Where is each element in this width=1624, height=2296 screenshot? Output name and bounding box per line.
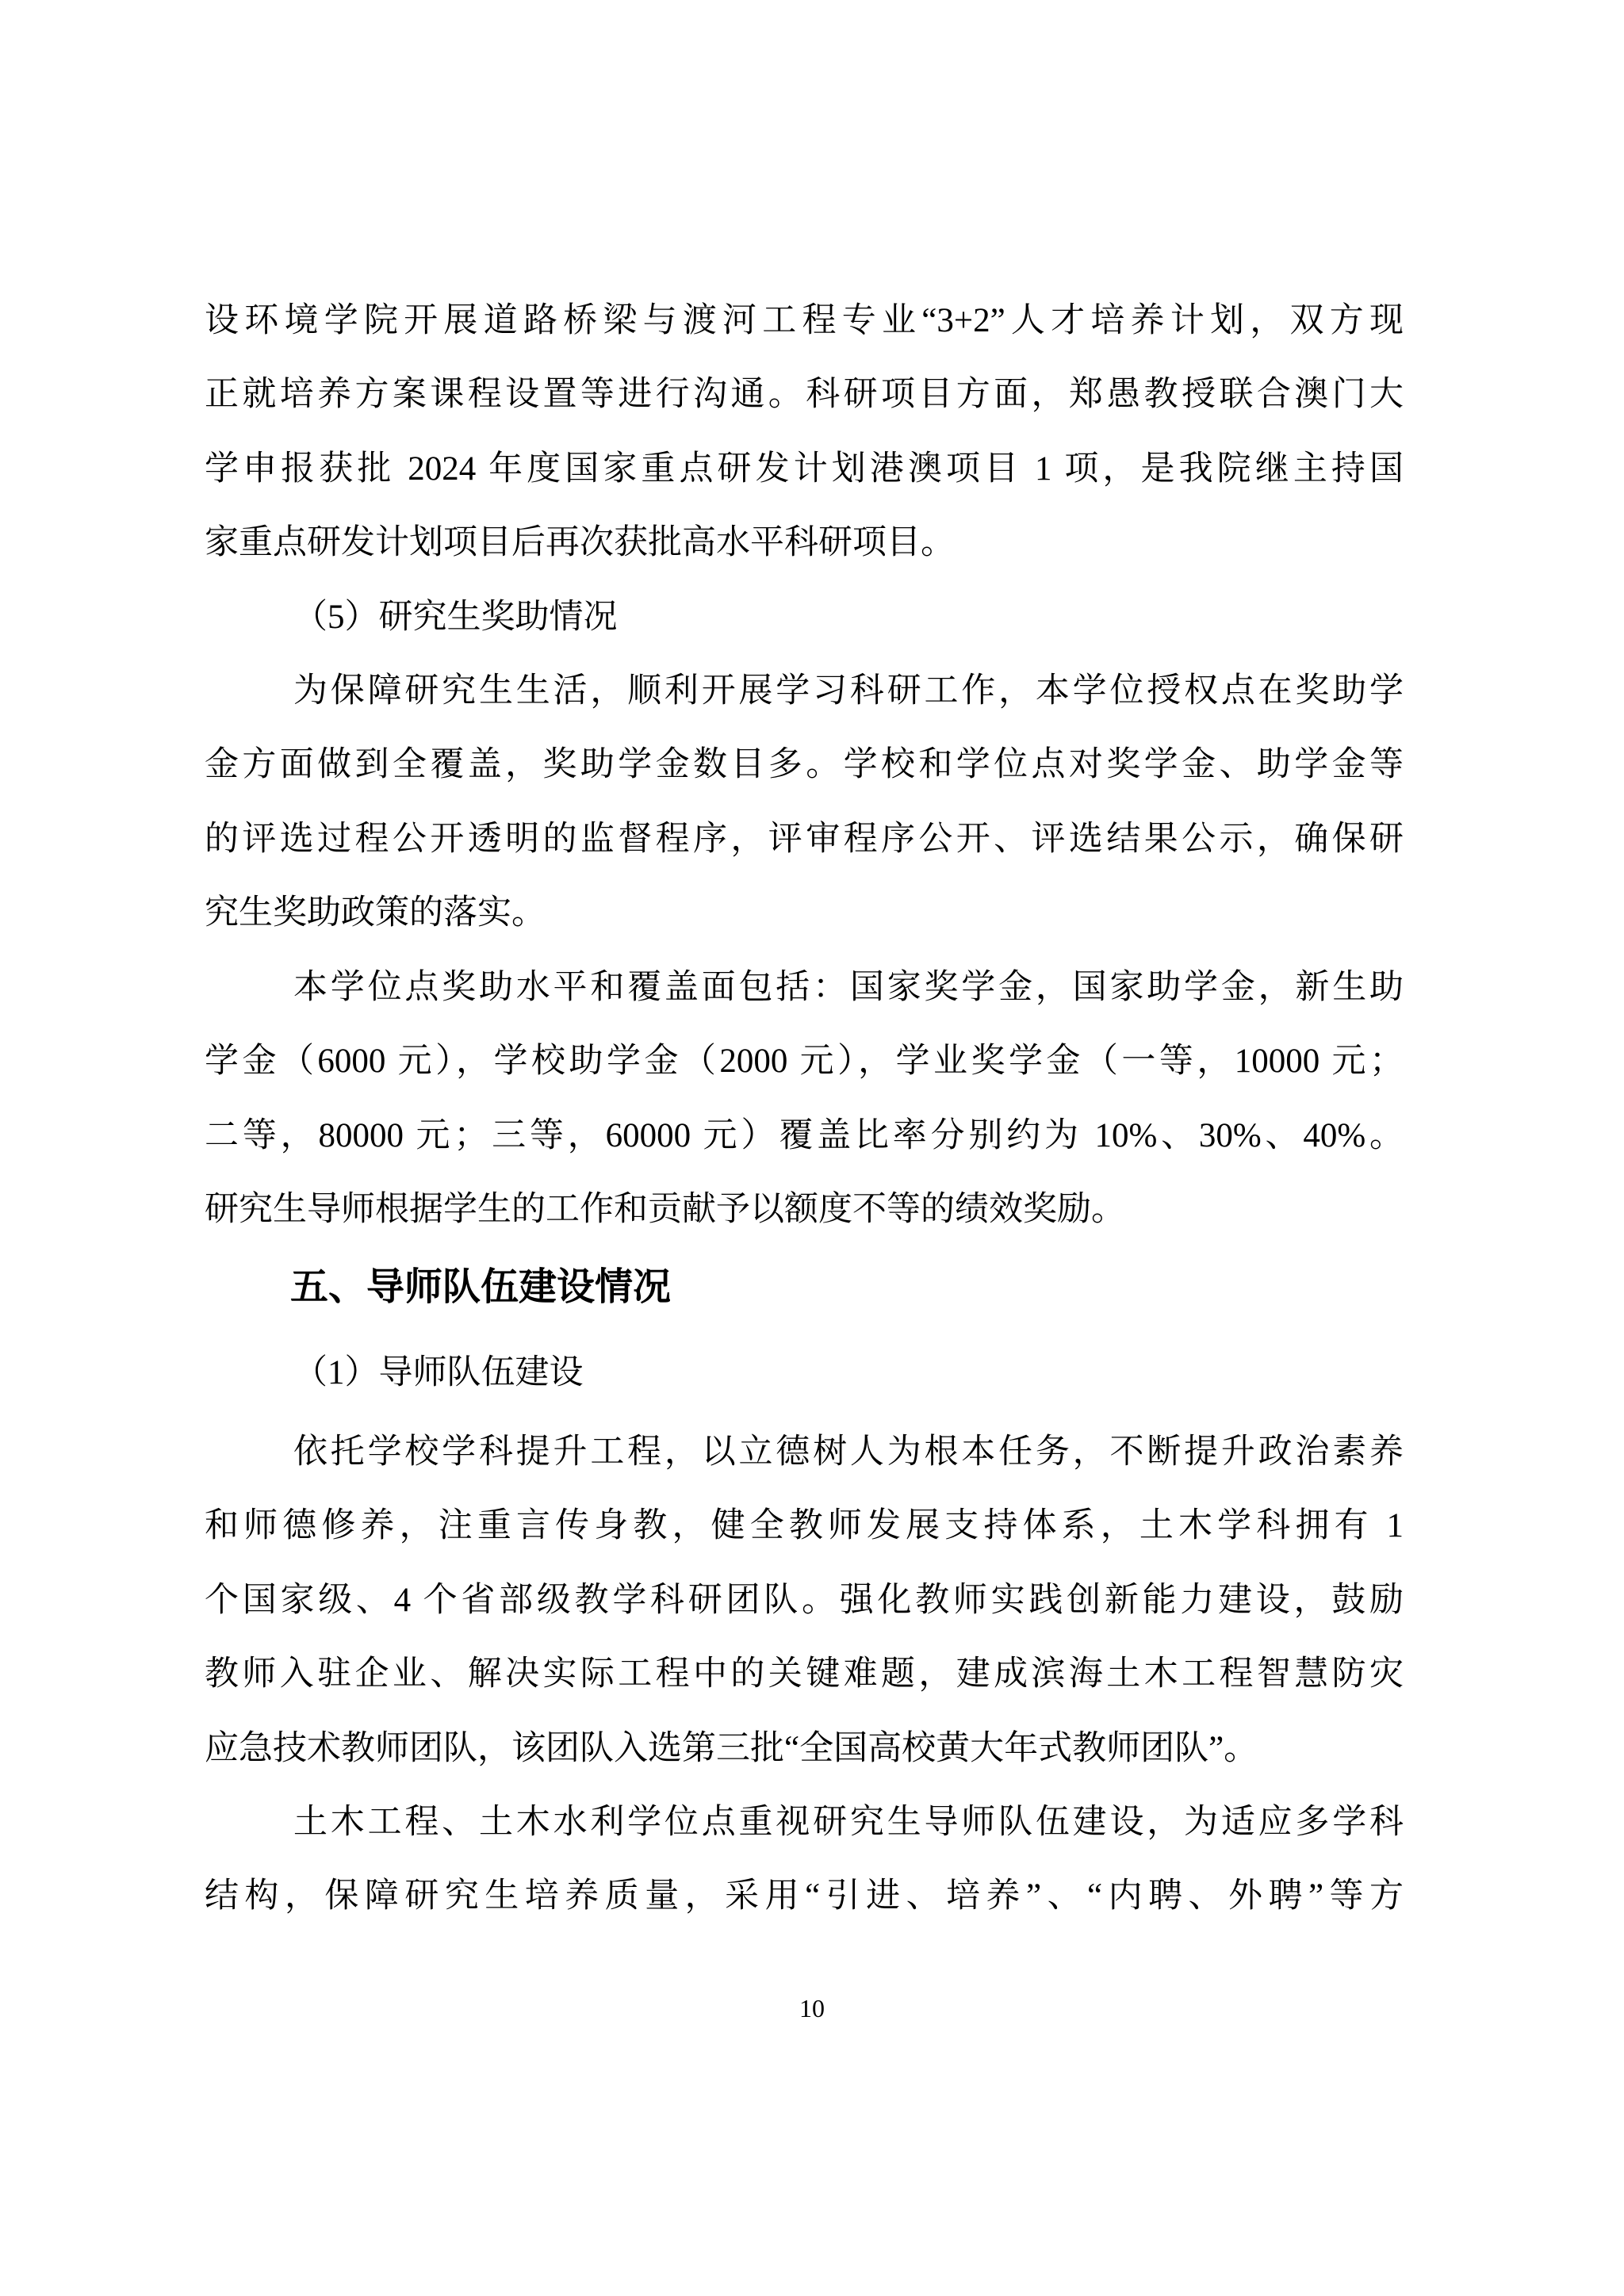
- text-line: 依托学校学科提升工程，以立德树人为根本任务，不断提升政治素养: [293, 1433, 1404, 1471]
- text-line: 教师入驻企业、解决实际工程中的关键难题，建成滨海土木工程智慧防灾: [205, 1655, 1404, 1693]
- text-line: 家重点研发计划项目后再次获批高水平科研项目。: [205, 524, 955, 562]
- subheading-mentor-team: [205, 1336, 1404, 1410]
- paragraph-mentor-recruitment: [205, 1785, 1404, 1934]
- paragraph-award-coverage: [205, 951, 1404, 1247]
- text-line: 究生奖助政策的落实。: [205, 894, 546, 932]
- subheading-award-status: [205, 580, 1404, 654]
- paragraph-research-projects: [205, 284, 1404, 580]
- text-line: 学申报获批 2024 年度国家重点研发计划港澳项目 1 项，是我院继主持国: [205, 450, 1404, 488]
- subsection-title: （1）导师队伍建设: [293, 1354, 584, 1391]
- text-line: 研究生导师根据学生的工作和贡献予以额度不等的绩效奖励。: [205, 1191, 1125, 1229]
- paragraph-award-policy: [205, 654, 1404, 951]
- page-number: 10: [799, 1994, 825, 2022]
- text-line: 土木工程、土木水利学位点重视研究生导师队伍建设，为适应多学科: [293, 1804, 1404, 1841]
- text-line: 结构，保障研究生培养质量，采用“引进、培养”、“内聘、外聘”等方: [205, 1877, 1404, 1915]
- text-line: 为保障研究生生活，顺利开展学习科研工作，本学位授权点在奖助学: [293, 672, 1404, 710]
- subsection-title: （5）研究生奖助情况: [293, 599, 618, 636]
- text-line: 学金（6000 元），学校助学金（2000 元），学业奖学金（一等，10000 元；: [205, 1043, 1404, 1081]
- text-line: 个国家级、4 个省部级教学科研团队。强化教师实践创新能力建设，鼓励: [205, 1581, 1404, 1619]
- section-heading-mentor-team: 五、导师队伍建设情况: [290, 1266, 672, 1308]
- text-line: 的评选过程公开透明的监督程序，评审程序公开、评选结果公示，确保研: [205, 820, 1404, 858]
- text-line: 应急技术教师团队，该团队入选第三批“全国高校黄大年式教师团队”。: [205, 1729, 1258, 1767]
- text-line: 本学位点奖助水平和覆盖面包括：国家奖学金，国家助学金，新生助: [293, 969, 1404, 1006]
- text-line: 和师德修养，注重言传身教，健全教师发展支持体系，土木学科拥有 1: [205, 1507, 1404, 1545]
- text-line: 正就培养方案课程设置等进行沟通。科研项目方面，郑愚教授联合澳门大: [205, 376, 1404, 414]
- text-line: 二等，80000 元；三等，60000 元）覆盖比率分别约为 10%、30%、40%。: [205, 1116, 1404, 1154]
- text-line: 设环境学院开展道路桥梁与渡河工程专业“3+2”人才培养计划，双方现: [205, 302, 1404, 339]
- paragraph-mentor-team-building: [205, 1415, 1404, 1785]
- text-line: 金方面做到全覆盖，奖助学金数目多。学校和学位点对奖学金、助学金等: [205, 746, 1404, 784]
